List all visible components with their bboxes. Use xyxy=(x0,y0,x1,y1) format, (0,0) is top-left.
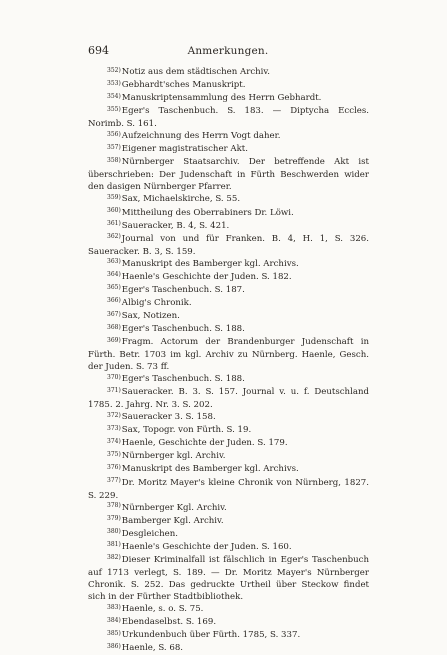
footnote-number: 371) xyxy=(107,386,121,394)
footnote-number: 369) xyxy=(107,336,121,344)
footnote-number: 364) xyxy=(107,271,121,279)
footnote-text: Eger's Taschenbuch. S. 187. xyxy=(121,284,245,295)
footnote xyxy=(88,554,369,603)
footnote xyxy=(88,463,369,476)
footnote xyxy=(88,450,369,463)
footnote-number: 385) xyxy=(107,629,121,637)
footnote-number: 355) xyxy=(107,105,121,113)
footnote-number: 386) xyxy=(107,642,121,650)
footnote-number: 354) xyxy=(107,92,121,100)
footnote-text: Haenle, S. 68. xyxy=(121,643,184,654)
footnote-number: 375) xyxy=(107,451,121,459)
footnote xyxy=(88,603,369,616)
footnote-number: 378) xyxy=(107,502,121,510)
footnote-text: Sax, Topogr. von Fürth. S. 19. xyxy=(121,425,252,436)
footnote xyxy=(88,310,369,323)
footnote-number: 363) xyxy=(107,258,121,266)
footnote xyxy=(88,437,369,450)
footnote xyxy=(88,143,369,156)
footnote-text: Dr. Moritz Mayer's kleine Chronik von Nürnberg, 1827. S. 229. xyxy=(88,477,369,501)
footnote xyxy=(88,193,369,206)
footnote-text: Eger's Taschenbuch. S. 183. — Diptycha Eccles. Norimb. S. 161. xyxy=(88,106,369,130)
footnote-number: 353) xyxy=(107,79,121,87)
footnote-number: 357) xyxy=(107,143,121,151)
footnote-text: Bamberger Kgl. Archiv. xyxy=(121,515,224,526)
footnote-number: 352) xyxy=(107,66,121,74)
footnote-text: Eger's Taschenbuch. S. 188. xyxy=(121,323,245,334)
footnote xyxy=(88,642,369,655)
footnote xyxy=(88,271,369,284)
footnote-text: Nürnberger Kgl. Archiv. xyxy=(121,502,227,513)
footnote xyxy=(88,207,369,220)
footnote-text: Haenle's Geschichte der Juden. S. 160. xyxy=(121,541,292,552)
footnote-text: Aufzeichnung des Herrn Vogt daher. xyxy=(121,131,281,142)
footnote-number: 362) xyxy=(107,233,121,241)
footnote xyxy=(88,130,369,143)
footnote xyxy=(88,323,369,336)
footnote-text: Manuskript des Bamberger kgl. Archivs. xyxy=(121,258,299,269)
footnote-list xyxy=(88,66,369,655)
footnote-text: Albig's Chronik. xyxy=(121,297,192,308)
footnote-text: Journal von und für Franken. B. 4, H. 1, S. 326. Saueracker. B. 3, S. 159. xyxy=(88,233,369,257)
footnote-text: Sax, Notizen. xyxy=(121,310,180,321)
footnote-number: 383) xyxy=(107,603,121,611)
footnote-number: 373) xyxy=(107,424,121,432)
footnote-number: 370) xyxy=(107,373,121,381)
footnote-number: 365) xyxy=(107,284,121,292)
footnote-text: Haenle, s. o. S. 75. xyxy=(121,603,204,614)
footnote-text: Eigener magistratischer Akt. xyxy=(121,144,248,155)
footnote-number: 384) xyxy=(107,616,121,624)
footnote xyxy=(88,386,369,411)
footnote-number: 366) xyxy=(107,297,121,305)
footnote xyxy=(88,66,369,79)
footnote xyxy=(88,297,369,310)
footnote-number: 380) xyxy=(107,528,121,536)
footnote xyxy=(88,629,369,642)
footnote-text: Haenle's Geschichte der Juden. S. 182. xyxy=(121,271,292,282)
footnote-text: Nürnberger kgl. Archiv. xyxy=(121,451,226,462)
footnote-text: Mittheilung des Oberrabiners Dr. Löwi. xyxy=(121,207,294,218)
footnote xyxy=(88,79,369,92)
footnote-number: 358) xyxy=(107,156,121,164)
footnote-text: Ebendaselbst. S. 169. xyxy=(121,617,217,628)
footnote xyxy=(88,220,369,233)
footnote xyxy=(88,156,369,193)
footnote xyxy=(88,411,369,424)
footnote-text: Sax, Michaelskirche, S. 55. xyxy=(121,194,241,205)
footnote xyxy=(88,92,369,105)
footnote-number: 356) xyxy=(107,130,121,138)
footnote xyxy=(88,616,369,629)
footnote-number: 374) xyxy=(107,437,121,445)
running-title: Anmerkungen. xyxy=(187,45,269,57)
footnote-text: Haenle, Geschichte der Juden. S. 179. xyxy=(121,438,288,449)
footnote xyxy=(88,502,369,515)
footnote-number: 376) xyxy=(107,464,121,472)
footnote-text: Dieser Kriminalfall ist fälschlich in Eger's Taschenbuch auf 1713 verlegt, S. 189. — Dr. Moritz Mayer's Nürnberger Chronik. S. 252. Das gedruckte Urtheil über Steckow findet sich in der Fürther Stadtbibliothek. xyxy=(88,554,369,602)
footnote-number: 368) xyxy=(107,323,121,331)
footnote xyxy=(88,336,369,373)
footnote-number: 381) xyxy=(107,541,121,549)
footnote xyxy=(88,105,369,130)
footnote-text: Desgleichen. xyxy=(121,528,178,539)
footnote xyxy=(88,515,369,528)
footnote xyxy=(88,373,369,386)
footnote xyxy=(88,528,369,541)
footnote-text: Urkundenbuch über Fürth. 1785, S. 337. xyxy=(121,630,301,641)
footnote-text: Fragm. Actorum der Brandenburger Judenschaft in Fürth. Betr. 1703 im kgl. Archiv zu Nürnberg. Haenle, Gesch. der Juden. S. 73 ff. xyxy=(88,336,369,373)
page-number: 694 xyxy=(88,44,109,57)
footnote-text: Saueracker, B. 4, S. 421. xyxy=(121,220,230,231)
footnote xyxy=(88,541,369,554)
footnote xyxy=(88,284,369,297)
footnote-text: Saueracker. B. 3. S. 157. Journal v. u. f. Deutschland 1785. 2. Jahrg. Nr. 3. S. 202. xyxy=(88,387,369,411)
footnote-number: 367) xyxy=(107,310,121,318)
footnote-number: 379) xyxy=(107,515,121,523)
footnote-text: Manuskriptensammlung des Herrn Gebhardt. xyxy=(121,93,322,104)
footnote-number: 377) xyxy=(107,477,121,485)
footnote xyxy=(88,424,369,437)
footnote-text: Notiz aus dem städtischen Archiv. xyxy=(121,67,270,77)
footnote-number: 382) xyxy=(107,554,121,562)
footnote-text: Saueracker 3. S. 158. xyxy=(121,412,216,423)
footnote xyxy=(88,233,369,258)
footnote-text: Gebhardt'sches Manuskript. xyxy=(121,80,246,91)
footnote-number: 359) xyxy=(107,194,121,202)
footnote-number: 361) xyxy=(107,220,121,228)
footnote-number: 372) xyxy=(107,411,121,419)
page-header xyxy=(88,44,368,58)
footnote-text: Eger's Taschenbuch. S. 188. xyxy=(121,374,245,385)
footnote xyxy=(88,258,369,271)
footnote-text: Nürnberger Staatsarchiv. Der betreffende Akt ist überschrieben: Der Judenschaft in Fürth Beschwerden wider den dasigen Nürnberger Pfarrer. xyxy=(88,157,369,193)
footnote-text: Manuskript des Bamberger kgl. Archivs. xyxy=(121,464,299,475)
footnote xyxy=(88,477,369,502)
footnote-number: 360) xyxy=(107,207,121,215)
